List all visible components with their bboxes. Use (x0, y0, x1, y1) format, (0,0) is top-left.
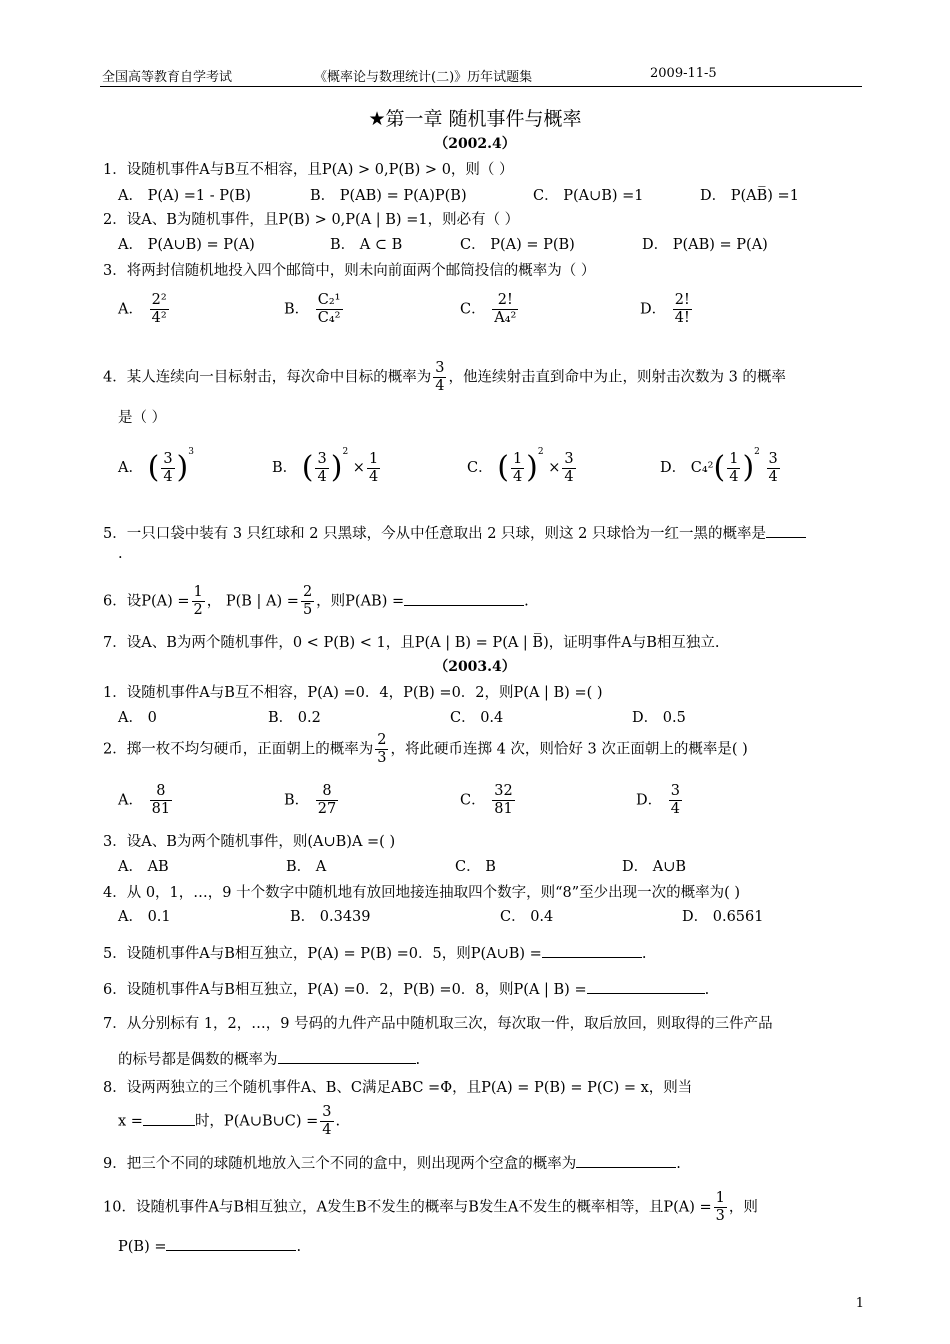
year-2003: （2003.4） (434, 659, 516, 675)
frac-num: 1 (715, 1190, 725, 1206)
q2003-1-stem: 1．设随机事件A与B互不相容，P(A) =0．4，P(B) =0．2，则P(A | B) =( ) (103, 685, 603, 701)
tail: . (524, 593, 529, 610)
frac-den: 3 (377, 750, 387, 766)
q2003-4-opt-a: A． 0.1 (118, 909, 171, 925)
frac-num: 2! (492, 292, 518, 310)
chapter-title: ★第一章 随机事件与概率 (368, 108, 582, 130)
tail: . (296, 1239, 302, 1255)
frac-den: 4 (670, 801, 680, 817)
q2002-4-opt-c: C． ( $\frac{1}{4}$ )$^2$ × $\frac{3}{4}$ (467, 447, 574, 485)
frac-num: 2! (674, 292, 690, 308)
q2003-4-opt-c: C． 0.4 (500, 909, 554, 925)
answer-blank[interactable] (166, 1238, 296, 1251)
frac-den: 2 (193, 602, 203, 618)
year-2002: （2002.4） (434, 136, 516, 152)
frac-num: 32 (494, 783, 513, 799)
q2002-1-opt-c: C． P(A∪B) =1 (533, 188, 644, 204)
frac-den: 3 (715, 1208, 725, 1224)
q2002-1-stem: 1．设随机事件A与B互不相容，且P(A) > 0,P(B) > 0，则（ ） (103, 162, 514, 178)
q2003-2-opt-b (284, 783, 340, 818)
q2002-5-tail: . (118, 546, 123, 562)
answer-blank[interactable] (278, 1051, 416, 1064)
q2002-1-opt-a: A． P(A) =1 - P(B) (118, 188, 251, 204)
q2003-2-stem (103, 732, 748, 767)
q2003-1-opt-c: C． 0.4 (450, 710, 504, 726)
answer-blank[interactable] (404, 593, 524, 606)
opt-letter: B． (272, 460, 298, 476)
frac-num: 2 (302, 584, 313, 600)
frac-num: 2 (377, 732, 387, 748)
q2002-4-stem-cont: 是（ ） (118, 410, 167, 426)
opt-letter: C． (460, 301, 486, 318)
q2003-1-opt-d: D． 0.5 (632, 710, 686, 726)
stem-text: 时，P(A∪B∪C) = (194, 1113, 319, 1130)
stem-text: 9．把三个不同的球随机地放入三个不同的盒中，则出现两个空盒的概率为 (103, 1156, 577, 1172)
q2003-4-stem: 4．从 0，1，…，9 十个数字中随机地有放回地接连抽取四个数字，则“8”至少出现一次的概率为( ) (103, 885, 741, 901)
q2003-8-stem-cont (118, 1104, 340, 1139)
stem-text: 的标号都是偶数的概率为 (118, 1052, 278, 1068)
q2002-1-opt-d: D． P(AB̅) =1 (700, 188, 799, 204)
q2003-7-stem-cont (118, 1048, 420, 1069)
q2003-1-opt-b: B． 0.2 (268, 710, 321, 726)
answer-blank[interactable] (587, 981, 705, 994)
stem-text: 2．掷一枚不均匀硬币，正面朝上的概率为 (103, 741, 374, 758)
opt-letter: B． (284, 792, 310, 809)
q2003-10-stem-cont (118, 1238, 301, 1255)
tail: . (676, 1156, 681, 1172)
opt-letter: A． (118, 460, 143, 476)
frac-den: C₄² (317, 310, 341, 326)
q2002-4-opt-d: D． C₄²( $\frac{1}{4}$ )$^2$ $\frac{3}{4}$ (660, 447, 778, 485)
q2002-3-stem: 3．将两封信随机地投入四个邮筒中，则未向前面两个邮筒投信的概率为（ ） (103, 263, 596, 279)
stem-text: 4．某人连续向一目标射击，每次命中目标的概率为 (103, 369, 432, 386)
tail: . (704, 982, 710, 998)
q2003-4-opt-d: D． 0.6561 (682, 909, 764, 925)
opt-letter: A． (118, 792, 143, 809)
q2002-7-stem: 7．设A、B为两个随机事件，0 < P(B) < 1，且P(A | B) = P(A | B̅)，证明事件A与B相互独立. (103, 635, 720, 651)
q2003-3-opt-c: C． B (455, 859, 496, 875)
stem-text: 5．一只口袋中装有 3 只红球和 2 只黑球，今从中任意取出 2 只球，则这 2 只球恰为一红一黑的概率是 (103, 526, 766, 542)
opt-letter: D． (640, 301, 667, 318)
q2002-4-opt-b: B． ( $\frac{3}{4}$ )$^2$ × $\frac{1}{4}$ (272, 447, 379, 485)
q2003-1-opt-a: A． 0 (118, 710, 157, 726)
q2002-6-stem (103, 584, 529, 619)
opt-letter: C． (467, 460, 493, 476)
q2003-4-opt-b: B． 0.3439 (290, 909, 371, 925)
tail: . (415, 1052, 421, 1068)
q2003-5-stem (103, 942, 646, 963)
frac-den: 4² (151, 310, 167, 326)
frac-num: 2² (151, 292, 167, 308)
frac-num: 3 (435, 360, 445, 376)
frac-num: C₂¹ (317, 292, 341, 308)
q2002-1-opt-b: B． P(AB) = P(A)P(B) (310, 188, 467, 204)
answer-blank[interactable] (143, 1113, 195, 1126)
stem-text: ， P(B | A) = (206, 593, 299, 610)
stem-text: 6．设随机事件A与B相互独立，P(A) =0．2，P(B) =0．8，则P(A | B) = (103, 982, 587, 998)
stem-text: x = (118, 1113, 143, 1130)
combination: C₄² (690, 460, 714, 476)
tail: . (335, 1113, 341, 1130)
frac-den: 4 (435, 378, 445, 394)
q2003-8-stem: 8．设两两独立的三个随机事件A、B、C满足ABC =Φ，且P(A) = P(B) = P(C) = x，则当 (103, 1080, 693, 1096)
frac-den: 4 (322, 1122, 332, 1138)
q2002-2-stem: 2．设A、B为随机事件，且P(B) > 0,P(A | B) =1，则必有（ ） (103, 212, 520, 228)
frac-den: 81 (151, 801, 171, 817)
frac-den: 81 (494, 801, 513, 817)
frac-den: 5 (302, 602, 313, 618)
q2002-2-opt-a: A． P(A∪B) = P(A) (118, 237, 255, 253)
header-rule (100, 86, 862, 87)
answer-blank[interactable] (766, 525, 806, 538)
q2002-2-opt-c: C． P(A) = P(B) (460, 237, 575, 253)
q2002-3-opt-d (640, 292, 694, 327)
q2003-10-stem (103, 1190, 758, 1225)
frac-num: 1 (193, 584, 203, 600)
opt-letter: B． (284, 301, 310, 318)
frac-den: 27 (317, 801, 337, 817)
answer-blank[interactable] (542, 945, 642, 958)
tail: . (641, 946, 647, 962)
opt-letter: C． (460, 792, 486, 809)
q2003-3-opt-b: B． A (286, 859, 327, 875)
stem-text: 6．设P(A) = (103, 593, 190, 610)
q2002-2-opt-d: D． P(AB) = P(A) (642, 237, 768, 253)
q2003-2-opt-c (460, 783, 517, 818)
frac-num: 3 (670, 783, 680, 799)
q2002-3-opt-b (284, 292, 345, 327)
header-center: 《概率论与数理统计(二)》历年试题集 (314, 70, 533, 85)
q2002-3-opt-c (460, 292, 520, 327)
q2003-6-stem (103, 978, 709, 999)
q2003-7-stem: 7．从分别标有 1，2，…，9 号码的九件产品中随机取三次，每次取一件，取后放回，则取得的三件产品 (103, 1016, 773, 1032)
frac-num: 3 (322, 1104, 332, 1120)
q2002-2-opt-b: B． A ⊂ B (330, 237, 403, 253)
q2002-4-stem (103, 360, 786, 395)
opt-letter: D． (660, 460, 687, 476)
q2003-3-opt-d: D． A∪B (622, 859, 687, 875)
q2003-2-opt-a (118, 783, 174, 818)
q2003-9-stem (103, 1152, 681, 1173)
q2003-2-opt-d (636, 783, 684, 818)
header-left: 全国高等教育自学考试 (102, 70, 233, 85)
q2002-4-opt-a: A． ( $\frac{3}{4}$ )$^3$ (118, 447, 194, 485)
stem-text: ，则P(AB) = (316, 593, 405, 610)
frac-den: 4! (674, 310, 690, 326)
page-number: 1 (855, 1296, 864, 1311)
stem-text: 5．设随机事件A与B相互独立，P(A) = P(B) =0．5，则P(A∪B) = (103, 946, 542, 962)
q2002-5-stem (103, 522, 806, 543)
header-date: 2009-11-5 (650, 66, 717, 81)
opt-letter: D． (636, 792, 663, 809)
stem-text: ，他连续射击直到命中为止，则射击次数为 3 的概率 (448, 369, 786, 386)
q2003-3-stem: 3．设A、B为两个随机事件，则(A∪B)A =( ) (103, 834, 396, 850)
q2003-3-opt-a: A． AB (118, 859, 169, 875)
stem-text: P(B) = (118, 1239, 167, 1255)
frac-den: A₄² (494, 310, 517, 326)
opt-letter: A． (118, 301, 143, 318)
stem-text: ，则 (728, 1199, 758, 1216)
stem-text: ，将此硬币连掷 4 次，则恰好 3 次正面朝上的概率是( ) (390, 741, 748, 758)
q2002-3-opt-a (118, 292, 171, 327)
frac-num: 8 (150, 783, 172, 801)
stem-text: 10．设随机事件A与B相互独立，A发生B不发生的概率与B发生A不发生的概率相等，且P(A) = (103, 1199, 712, 1216)
frac-num: 8 (316, 783, 338, 801)
answer-blank[interactable] (576, 1155, 676, 1168)
